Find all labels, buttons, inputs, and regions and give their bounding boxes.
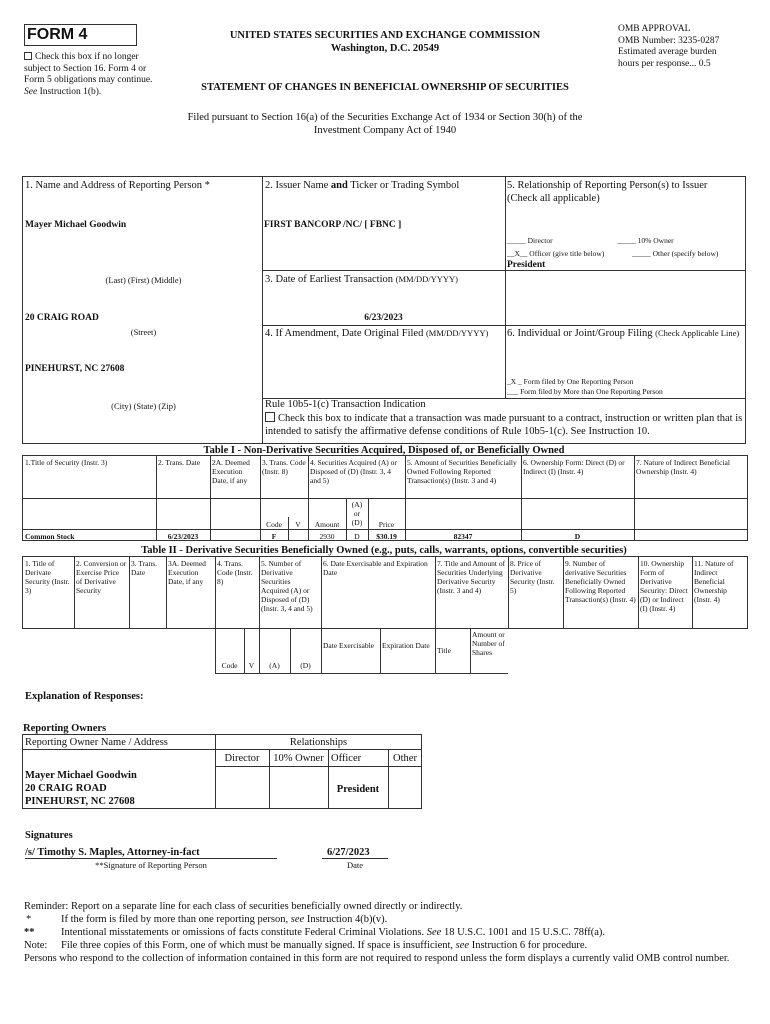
signature-caption: **Signature of Reporting Person: [95, 860, 207, 870]
street-sub-caption: (Street): [130, 327, 157, 337]
t1-h-securities-acquired: 4. Securities Acquired (A) or Disposed of (D) (Instr. 3, 4 and 5): [310, 458, 397, 485]
signature-date-caption: Date: [346, 860, 364, 870]
no-longer-subject-checkbox-block: Check this box if no longer subject to Section 16. Form 4 or Form 5 obligations may continue. See Instruction 1(b).: [24, 52, 153, 97]
t2-h-sub-title: Title: [437, 646, 451, 655]
t1-row-price: $30.19: [376, 532, 397, 541]
signatures-heading: Signatures: [25, 830, 73, 841]
signature-value: /s/ Timothy S. Maples, Attorney-in-fact: [25, 847, 200, 858]
reporting-person-city: PINEHURST, NC 27608: [25, 364, 125, 374]
owners-col-other: Other: [393, 753, 417, 764]
single-filer-option[interactable]: _X _ Form filed by One Reporting Person: [507, 377, 634, 386]
t2-h-date-ex: Date Exercisable: [323, 641, 375, 650]
footer-notes: Reminder: Report on a separate line for each class of securities beneficially owned directly or indirectly. * If the form is filed by more than one reporting person, see Instruction 4(b)(v). ** Intentional misstatements or omissions of facts constitute Federal Criminal Violations. See 18 U.S.C. 1001 and 15 U.S.C. 78ff(a). Note: File three copies of this Form, one of which must be manually signed. If space is insufficient, see Instruction 6 for procedure. Persons who respond to the collection of information contained in this form are not required to respond unless the form displays a currently valid OMB control number.: [24, 900, 748, 965]
form-title: FORM 4: [27, 26, 88, 43]
reporting-owners-heading: Reporting Owners: [23, 723, 107, 734]
agency-name: UNITED STATES SECURITIES AND EXCHANGE COMMISSION Washington, D.C. 20549: [229, 30, 541, 54]
t1-h-price: Price: [378, 520, 395, 529]
t2-h-trans-date: 3. Trans. Date: [131, 559, 158, 577]
t1-h-amount: Amount: [314, 520, 340, 529]
t1-row-form: D: [574, 532, 581, 541]
persons-notice: Persons who respond to the collection of information contained in this form are not required to respond unless the form displays a currently valid OMB control number.: [24, 953, 730, 964]
rule-10b5-1-checkbox[interactable]: [265, 412, 275, 422]
city-sub-caption: (City) (State) (Zip): [111, 401, 176, 411]
box2-label: 2. Issuer Name and Ticker or Trading Symbol: [265, 180, 460, 191]
t1-row-owned: 82347: [453, 532, 473, 541]
t1-h-v: V: [295, 520, 301, 529]
issuer-name: FIRST BANCORP /NC/ [ FBNC ]: [264, 220, 402, 230]
t1-row-date: 6/23/2023: [167, 532, 199, 541]
reporting-person-street: 20 CRAIG ROAD: [25, 313, 99, 323]
t2-h-sub-amount: Amount or Number of Shares: [472, 630, 505, 657]
t1-h-amount-owned: 5. Amount of Securities Beneficially Owned Following Reported Transaction(s) (Instr. 3 and 4): [407, 458, 517, 485]
t1-h-nature: 7. Nature of Indirect Beneficial Ownership (Instr. 4): [636, 458, 730, 476]
t2-h-number-owned: 9. Number of derivative Securities Beneficially Owned Following Reported Transaction(s) (Instr. 4): [565, 559, 636, 604]
explanation-heading: Explanation of Responses:: [25, 691, 144, 702]
reporting-person-name: Mayer Michael Goodwin: [25, 220, 127, 230]
t2-h-deemed: 3A. Deemed Execution Date, if any: [168, 559, 206, 586]
t1-h-trans-code: 3. Trans. Code (Instr. 8): [262, 458, 306, 476]
t2-h-number: 5. Number of Derivative Securities Acquired (A) or Disposed of (D) (Instr. 3, 4 and 5): [261, 559, 313, 613]
group-filer-option[interactable]: ___ Form filed by More than One Reporting Person: [507, 387, 663, 396]
signature-date: 6/27/2023: [327, 847, 370, 858]
statement-title: STATEMENT OF CHANGES IN BENEFICIAL OWNERSHIP OF SECURITIES: [201, 82, 569, 93]
omb-approval: OMB APPROVAL OMB Number: 3235-0287 Estimated average burden hours per response... 0.5: [618, 24, 720, 69]
box3-label: 3. Date of Earliest Transaction (MM/DD/YYYY): [265, 274, 458, 285]
owners-col-relationships: Relationships: [289, 737, 348, 748]
t1-h-title: 1.Title of Security (Instr. 3): [25, 458, 108, 467]
owners-col-name: Reporting Owner Name / Address: [25, 737, 168, 748]
officer-title: President: [507, 260, 546, 270]
owners-col-officer: Officer: [331, 753, 362, 764]
box4-label: 4. If Amendment, Date Original Filed (MM/DD/YYYY): [265, 328, 489, 339]
t2-h-expiration: Expiration Date: [382, 641, 430, 650]
box6-label: 6. Individual or Joint/Group Filing (Check Applicable Line): [507, 328, 740, 339]
t2-h-date-exercisable: 6. Date Exercisable and Expiration Date: [323, 559, 428, 577]
t2-h-title: 1. Title of Derivate Security (Instr. 3): [25, 559, 70, 595]
filed-pursuant: Filed pursuant to Section 16(a) of the Securities Exchange Act of 1934 or Section 30(h) of the Investment Company Act of 1940: [187, 112, 583, 136]
t1-row-ad: D: [354, 532, 360, 541]
t2-h-trans-code: 4. Trans. Code (Instr. 8): [217, 559, 253, 586]
owner-officer-title: President: [336, 784, 380, 795]
t1-h-a-or-d: (A) or (D): [351, 500, 363, 527]
other-option[interactable]: _____ Other (specify below): [632, 249, 719, 258]
t2-h-code: Code: [221, 661, 238, 670]
t1-h-ownership-form: 6. Ownership Form: Direct (D) or Indirect (I) (Instr. 4): [523, 458, 625, 476]
earliest-transaction-date: 6/23/2023: [364, 313, 403, 323]
box1-label: 1. Name and Address of Reporting Person *: [25, 180, 210, 191]
officer-option[interactable]: __X__ Officer (give title below): [507, 249, 605, 258]
rule-10b5-1-title: Rule 10b5-1(c) Transaction Indication: [265, 399, 426, 410]
form-title-box: [24, 24, 137, 46]
t1-h-trans-date: 2. Trans. Date: [158, 458, 201, 467]
table2-title: Table II - Derivative Securities Beneficially Owned (e.g., puts, calls, warrants, options, convertible securities): [141, 545, 627, 556]
name-sub-caption: (Last) (First) (Middle): [105, 275, 182, 285]
director-option[interactable]: _____ Director: [507, 236, 553, 245]
t2-h-a: (A): [269, 661, 280, 670]
t1-h-deemed-date: 2A. Deemed Execution Date, if any: [212, 458, 250, 485]
owner-name-address: Mayer Michael Goodwin 20 CRAIG ROAD PINEHURST, NC 27608: [25, 770, 137, 807]
reminder-text: Reminder: Report on a separate line for each class of securities beneficially owned directly or indirectly.: [24, 901, 463, 912]
t1-h-code: Code: [266, 520, 282, 529]
no-longer-subject-checkbox[interactable]: [24, 52, 32, 60]
t2-h-ownership-form: 10. Ownership Form of Derivative Security: Direct (D) or Indirect (I) (Instr. 4): [640, 559, 688, 613]
t1-row-amount: 2930: [319, 532, 335, 541]
t2-h-v: V: [248, 661, 255, 670]
t2-h-d: (D): [300, 661, 311, 670]
owners-col-director: Director: [224, 753, 260, 764]
t1-row-code: F: [271, 532, 277, 541]
box5-label: 5. Relationship of Reporting Person(s) to Issuer (Check all applicable): [507, 180, 708, 204]
t2-h-nature: 11. Nature of Indirect Beneficial Ownership (Instr. 4): [694, 559, 734, 604]
t1-row-title: Common Stock: [25, 532, 75, 541]
owners-col-ten-pct: 10% Owner: [273, 753, 324, 764]
t2-h-title-amount: 7. Title and Amount of Securities Underlying Derivative Security (Instr. 3 and 4): [437, 559, 506, 595]
table1-title: Table I - Non-Derivative Securities Acquired, Disposed of, or Beneficially Owned: [203, 445, 565, 456]
t2-h-conversion: 2. Conversion or Exercise Price of Derivative Security: [76, 559, 127, 595]
t2-h-price: 8. Price of Derivative Security (Instr. 5): [510, 559, 555, 595]
rule-10b5-1-block: Check this box to indicate that a transaction was made pursuant to a contract, instruction or written plan that is intended to satisfy the affirmative defense conditions of Rule 10b5-1(c). See Instruction 10.: [265, 413, 743, 437]
ten-percent-owner-option[interactable]: _____ 10% Owner: [617, 236, 674, 245]
